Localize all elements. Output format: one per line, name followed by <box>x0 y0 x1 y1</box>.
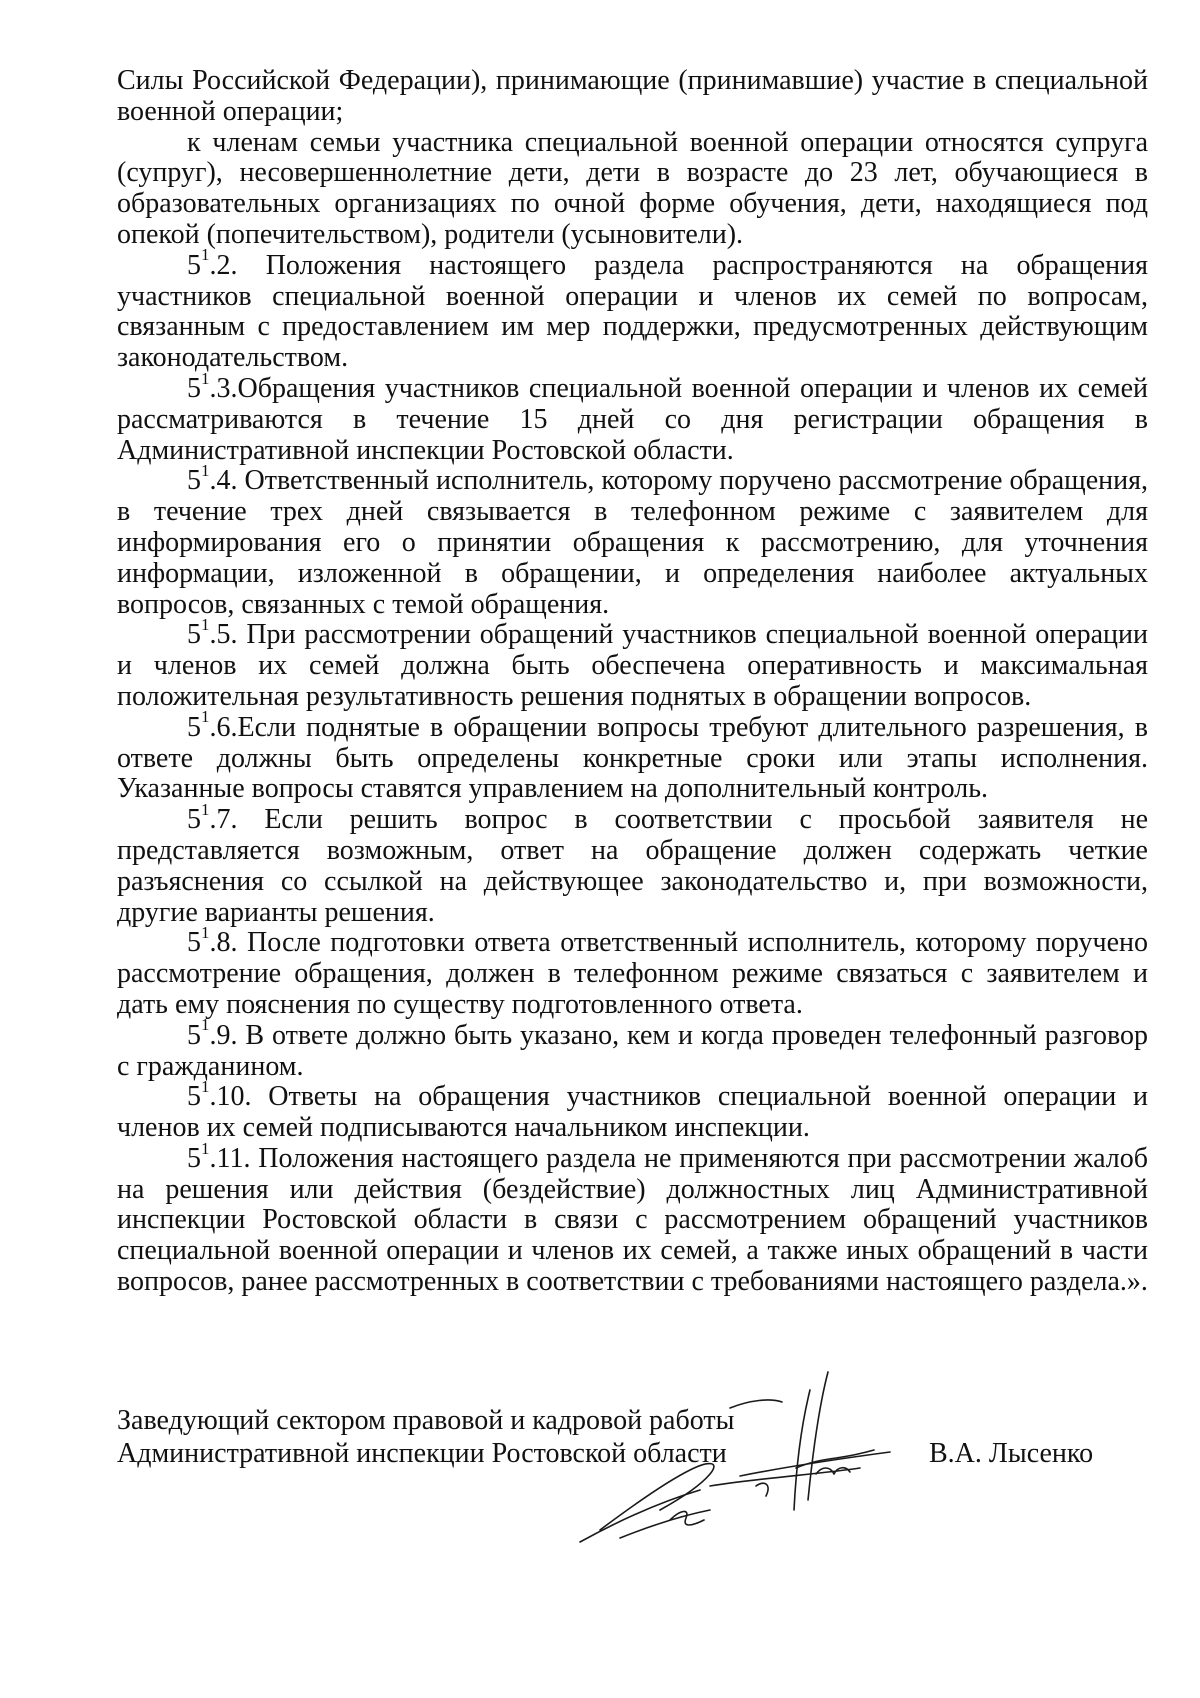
clause-number: $5^1.7$. <box>187 799 265 836</box>
paragraph-text: После подготовки ответа ответственный исполнитель, которому поручено рассмотрение обращения, должен в телефонном режиме связаться с заявителем и дать ему пояснения по существу подготовленного ответа. <box>117 927 1148 1020</box>
clause-number: $5^1.2$. <box>187 245 266 281</box>
paragraph-5-1-9 <box>117 1015 1149 1083</box>
paragraph-text: Обращения участников специальной военной операции и членов их семей рассматриваются в течение 15 дней со дня регистрации обращения в Административной инспекции Ростовской области. <box>117 372 1148 466</box>
paragraph-text: к членам семьи участника специальной военной операции относятся супруга (супруг), несовершеннолетние дети, дети в возрасте до 23 лет, обучающиеся в образовательных организациях по очной форме обучения, дети, находящиеся под опекой (попечительством), родители (усыновители). <box>117 126 1148 250</box>
paragraph-5-1-11 <box>117 1138 1148 1298</box>
paragraph-5-1-2 <box>117 245 1149 374</box>
paragraph-text: В ответе должно быть указано, кем и когда проведен телефонный разговор с гражданином. <box>117 1019 1149 1082</box>
clause-number: $5^1.8$. <box>187 922 248 959</box>
paragraph-text: Ответственный исполнитель, которому поручено рассмотрение обращения, в течение трех дней связывается в телефонном режиме с заявителем для информирования его о принятии обращения к рассмотрению, для уточнения информации, изложенной в обращении, и определения наиболее актуальных вопросов, связанных с темой обращения. <box>117 465 1149 620</box>
paragraph-5-1-4 <box>117 461 1149 620</box>
paragraph-text: Положения настоящего раздела не применяются при рассмотрении жалоб на решения или действия (бездействие) должностных лиц Административной инспекции Ростовской области в связи с рассмотрением обращений участников специальной военной операции и членов их семей, а также иных обращений в части вопросов, ранее рассмотренных в соответствии с требованиями настоящего раздела.». <box>117 1142 1148 1298</box>
paragraph-5-1-6 <box>117 707 1148 805</box>
paragraph-text: При рассмотрении обращений участников специальной военной операции и членов их семей должна быть обеспечена оперативность и максимальная положительная результативность решения поднятых в обращении вопросов. <box>117 619 1148 712</box>
paragraph <box>117 66 1148 128</box>
signer-position-line2: Административной инспекции Ростовской области <box>117 1438 727 1469</box>
clause-number: $5^1.11$. <box>187 1138 259 1174</box>
paragraph-text: Ответы на обращения участников специальной военной операции и членов их семей подписываются начальником инспекции. <box>117 1081 1148 1144</box>
signature-block <box>117 1404 1148 1470</box>
clause-number: $5^1.9$. <box>187 1015 246 1051</box>
paragraph-5-1-8 <box>117 922 1148 1020</box>
paragraph-text: Если решить вопрос в соответствии с просьбой заявителя не представляется возможным, ответ на обращение должен содержать четкие разъяснения со ссылкой на действующее законодательство и, при возможности, другие варианты решения. <box>117 804 1148 928</box>
clause-number: $5^1.5$. <box>187 615 247 651</box>
paragraph-5-1-5 <box>117 615 1148 712</box>
document-body <box>117 66 1148 1298</box>
paragraph <box>117 128 1148 251</box>
clause-number: $5^1.10$. <box>187 1076 269 1113</box>
signer-name: В.А. Лысенко <box>929 1438 1094 1469</box>
paragraph-text: Силы Российской Федерации), принимающие (принимавшие) участие в специальной военной операции; <box>117 65 1148 127</box>
paragraph-5-1-10 <box>117 1076 1148 1144</box>
signer-position-line1: Заведующий сектором правовой и кадровой работы <box>117 1405 735 1436</box>
clause-number: $5^1.4$. <box>187 461 245 497</box>
clause-number: $5^1.6$. <box>187 707 238 743</box>
paragraph-5-1-3 <box>117 368 1148 466</box>
clause-number: $5^1.3$. <box>187 368 238 404</box>
paragraph-5-1-7 <box>117 799 1148 928</box>
paragraph-text: Если поднятые в обращении вопросы требуют длительного разрешения, в ответе должны быть определены конкретные сроки или этапы исполнения. Указанные вопросы ставятся управлением на дополнительный контроль. <box>117 711 1148 805</box>
paragraph-text: Положения настоящего раздела распространяются на обращения участников специальной военной операции и членов их семей по вопросам, связанным с предоставлением им мер поддержки, предусмотренных действующим законодательством. <box>117 249 1149 374</box>
